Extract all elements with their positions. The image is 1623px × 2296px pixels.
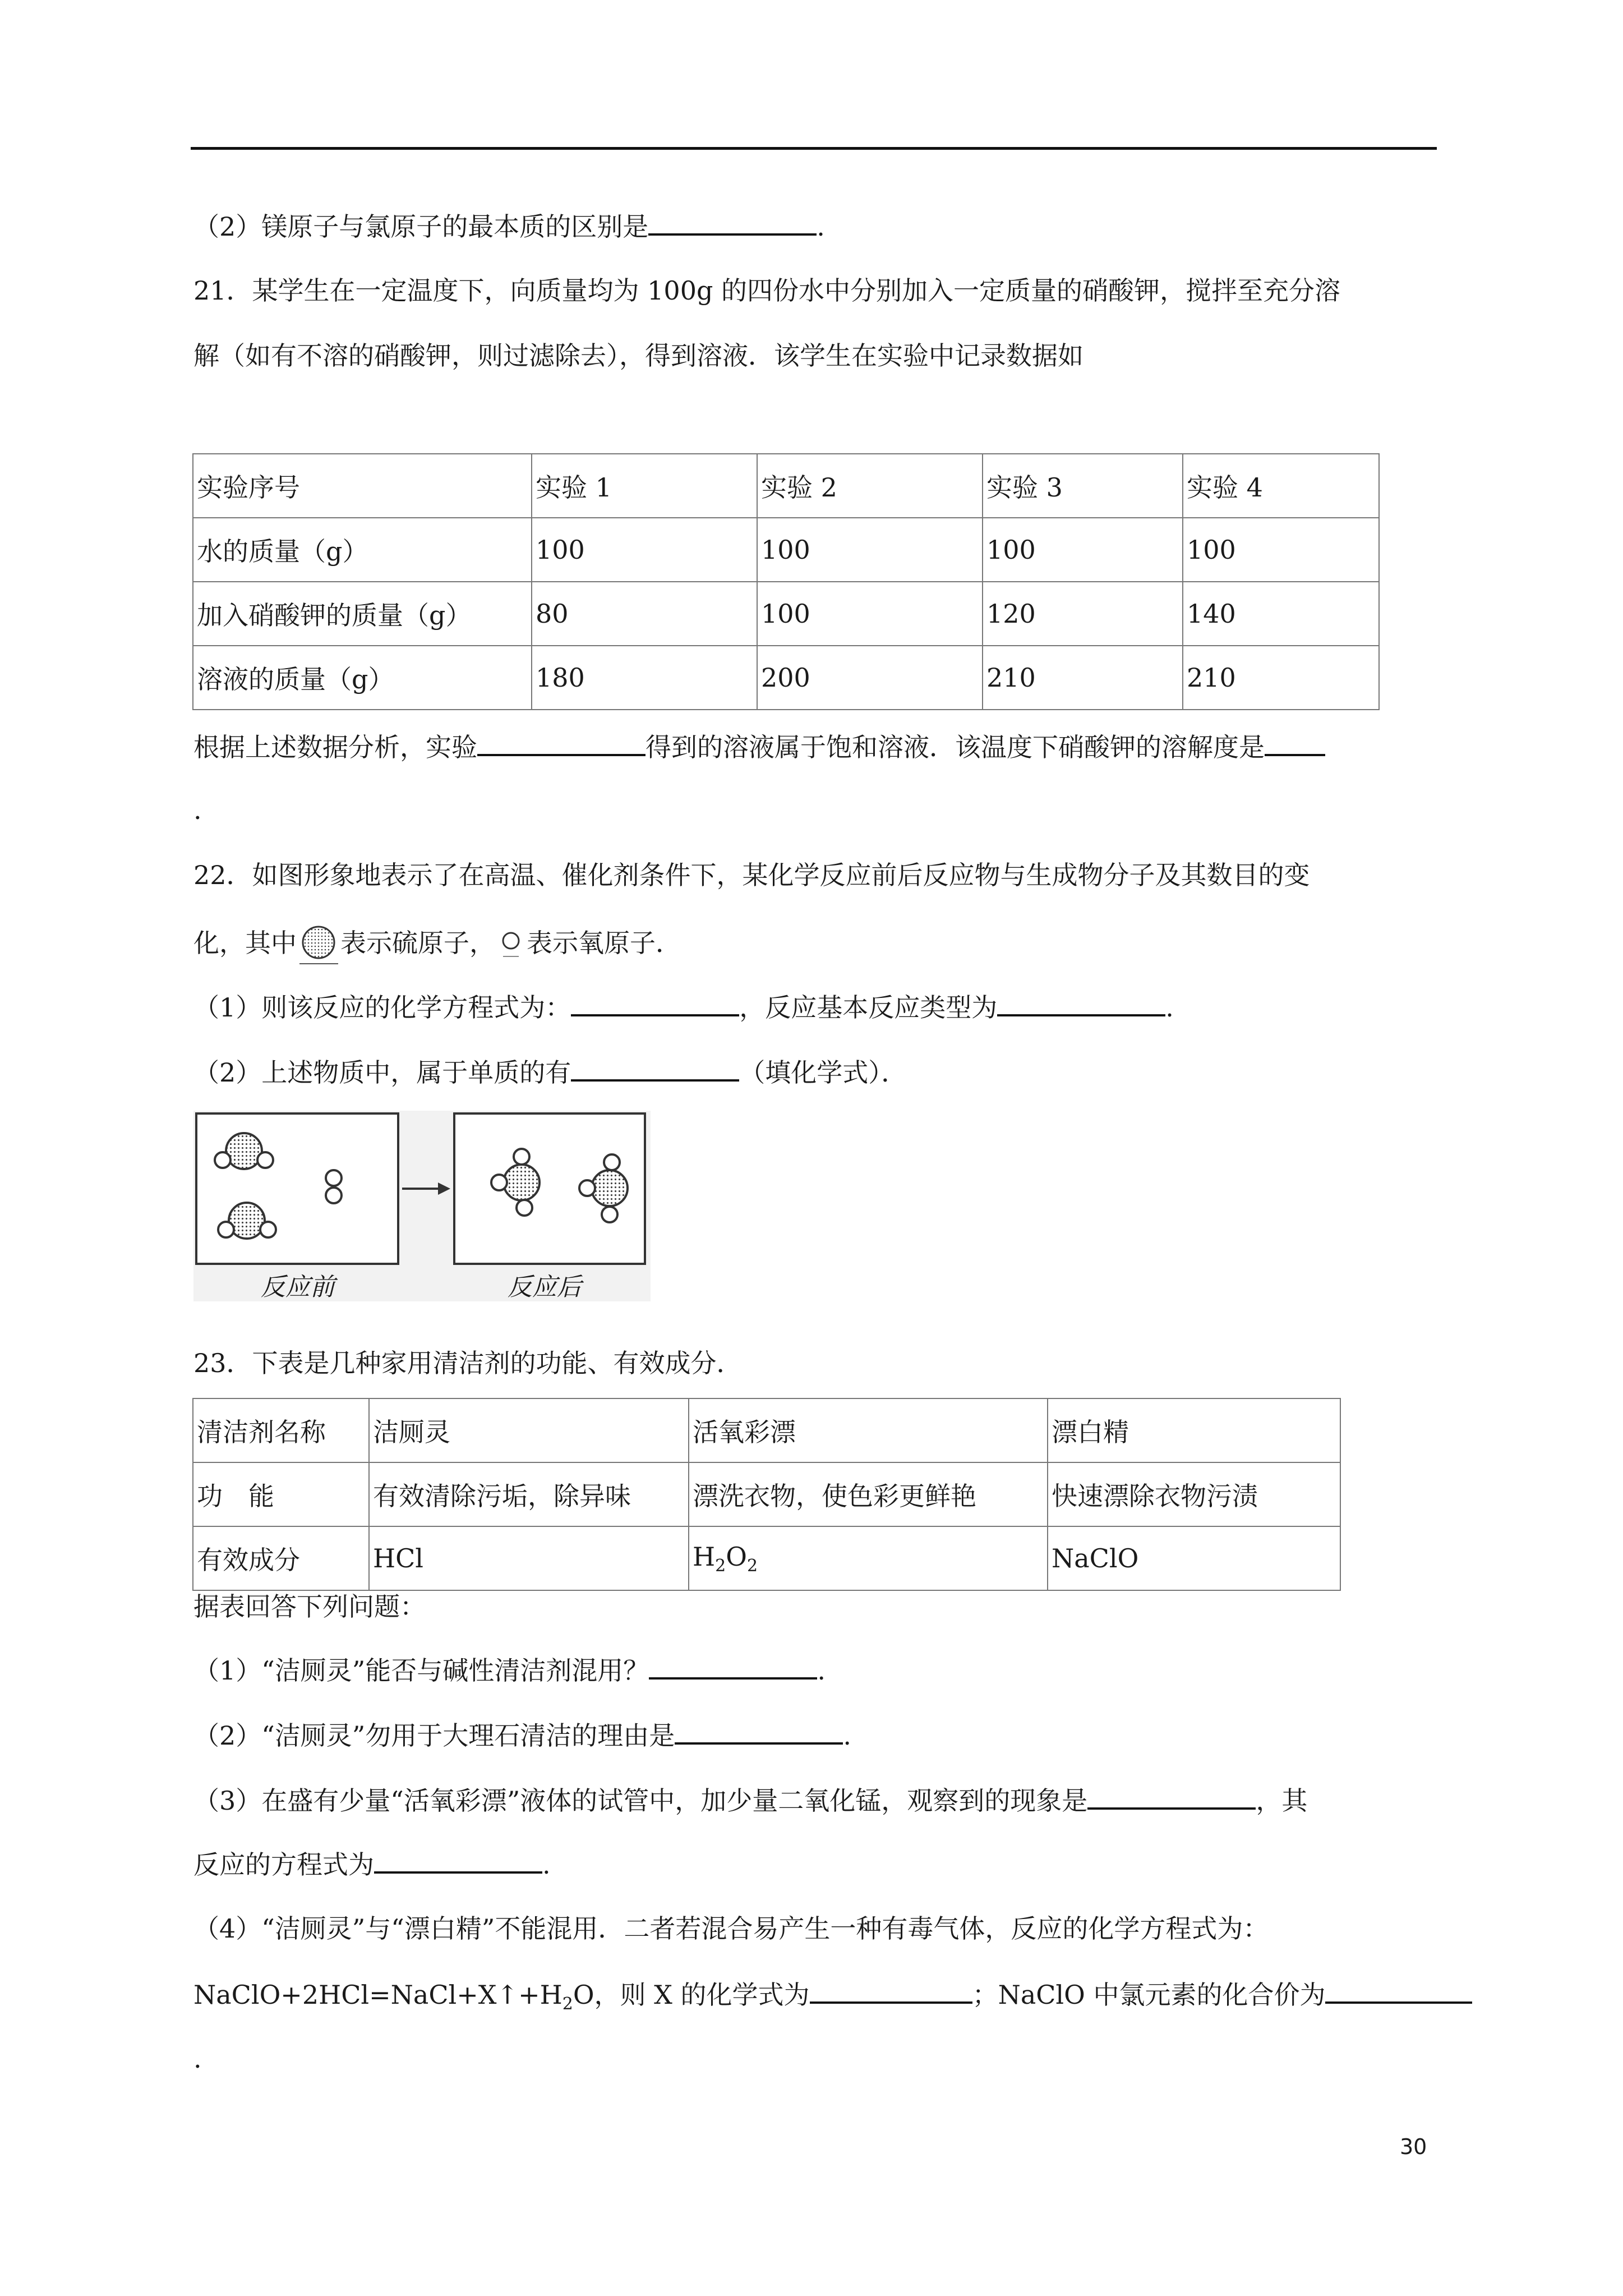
period: .	[193, 795, 202, 825]
before-label: 反应前	[261, 1273, 335, 1301]
table-cell: 200	[757, 646, 983, 710]
answer-blank[interactable]	[675, 1718, 843, 1745]
q23-part1	[193, 1653, 826, 1687]
q23-part1-text: （1）“洁厕灵”能否与碱性清洁剂混用？	[193, 1655, 649, 1686]
table-cell: 清洁剂名称	[193, 1398, 369, 1462]
answer-blank[interactable]	[571, 990, 739, 1016]
q22-text-a: 化，其中	[193, 928, 297, 958]
formula-part: O	[726, 1541, 747, 1572]
q23-part2-text: （2）“洁厕灵”勿用于大理石清洁的理由是	[193, 1720, 675, 1751]
period: .	[817, 1655, 826, 1686]
table-row	[193, 582, 1379, 646]
table-cell: 实验 4	[1183, 454, 1379, 518]
formula-subscript: 2	[562, 1994, 573, 2014]
table-row	[193, 646, 1379, 710]
answer-blank[interactable]	[374, 1847, 542, 1874]
after-label: 反应后	[508, 1273, 582, 1301]
table-cell: 洁厕灵	[369, 1398, 689, 1462]
equation-part: O，则 X 的化学式为	[573, 1980, 810, 2010]
q23-part4: （4）“洁厕灵”与“漂白精”不能混用．二者若混合易产生一种有毒气体，反应的化学方程式为：	[193, 1913, 1269, 1944]
table-cell: 180	[532, 646, 757, 710]
table-cell: 有效成分	[193, 1526, 369, 1590]
table-cell: 80	[532, 582, 757, 646]
q23-intro: 23．下表是几种家用清洁剂的功能、有效成分．	[193, 1348, 743, 1378]
q21-data-table	[192, 453, 1380, 710]
table-cell: 100	[757, 582, 983, 646]
header-rule	[191, 147, 1437, 150]
table-cell: 溶液的质量（g）	[193, 646, 532, 710]
q23-part3-text-b: ，其	[1256, 1786, 1308, 1816]
period: .	[817, 211, 825, 242]
table-row	[193, 1462, 1340, 1526]
q23-cleaner-table	[192, 1398, 1341, 1591]
table-cell: 100	[1183, 518, 1379, 582]
formula-subscript: 2	[746, 1556, 758, 1576]
q21-line1: 21．某学生在一定温度下，向质量均为 100g 的四份水中分别加入一定质量的硝酸钾，搅拌至充分溶	[193, 275, 1341, 306]
q22-line2	[193, 924, 681, 964]
table-cell: 实验 2	[757, 454, 983, 518]
table-cell: 活氧彩漂	[689, 1398, 1048, 1462]
table-cell: 实验 3	[983, 454, 1183, 518]
table-row	[193, 518, 1379, 582]
formula-part: H	[693, 1541, 716, 1572]
reaction-diagram	[193, 1111, 651, 1301]
q22-part2-text-a: （2）上述物质中，属于单质的有	[193, 1057, 571, 1088]
equation-part: NaClO+2HCl=NaCl+X↑+H	[193, 1980, 562, 2010]
q20-part2-text: （2）镁原子与氯原子的最本质的区别是	[193, 211, 649, 242]
answer-blank[interactable]	[1087, 1783, 1256, 1810]
table-cell: 加入硝酸钾的质量（g）	[193, 582, 532, 646]
table-cell: 210	[983, 646, 1183, 710]
oxygen-atom-icon	[500, 928, 522, 962]
table-cell: 210	[1183, 646, 1379, 710]
q21-answer-text-a: 根据上述数据分析，实验	[193, 732, 477, 762]
answer-blank[interactable]	[810, 1977, 972, 2004]
q23-part3-text-c: 反应的方程式为	[193, 1849, 374, 1880]
q23-part2	[193, 1718, 851, 1752]
period: .	[193, 2044, 202, 2074]
table-cell: 实验 1	[532, 454, 757, 518]
table-cell: 120	[983, 582, 1183, 646]
answer-blank[interactable]	[649, 1653, 817, 1680]
q22-part1-text-a: （1）则该反应的化学方程式为：	[193, 992, 571, 1023]
q22-text-c: 表示氧原子．	[527, 928, 681, 958]
table-cell: 100	[983, 518, 1183, 582]
table-cell: 漂洗衣物，使色彩更鲜艳	[689, 1462, 1048, 1526]
table-cell: 实验序号	[193, 454, 532, 518]
table-cell: 水的质量（g）	[193, 518, 532, 582]
table-row	[193, 454, 1379, 518]
q23-prompt: 据表回答下列问题：	[193, 1591, 426, 1622]
q22-text-b: 表示硫原子，	[340, 928, 495, 958]
period: .	[542, 1849, 551, 1880]
period: .	[843, 1720, 851, 1751]
q22-part1-text-b: ，反应基本反应类型为	[739, 992, 998, 1023]
sulfur-atom-icon	[297, 924, 340, 966]
answer-blank[interactable]	[571, 1055, 739, 1082]
table-cell: 140	[1183, 582, 1379, 646]
q23-part4-text-c: ；NaClO 中氯元素的化合价为	[972, 1980, 1326, 2010]
q22-part2-text-b: （填化学式）．	[739, 1057, 907, 1088]
answer-blank[interactable]	[648, 209, 817, 236]
formula-subscript: 2	[715, 1556, 726, 1576]
q23-part3-text-a: （3）在盛有少量“活氧彩漂”液体的试管中，加少量二氧化锰，观察到的现象是	[193, 1786, 1088, 1816]
table-cell: 漂白精	[1048, 1398, 1340, 1462]
table-cell: 快速漂除衣物污渍	[1048, 1462, 1340, 1526]
table-cell: 100	[757, 518, 983, 582]
q23-part3	[193, 1783, 1307, 1818]
table-row	[193, 1526, 1340, 1590]
q21-answer-line	[193, 729, 1325, 764]
q23-part3-line2	[193, 1847, 551, 1881]
table-cell: NaClO	[1048, 1526, 1340, 1590]
q21-line2: 解（如有不溶的硝酸钾，则过滤除去），得到溶液．该学生在实验中记录数据如	[193, 341, 1083, 371]
table-cell: HCl	[369, 1526, 689, 1590]
answer-blank[interactable]	[997, 990, 1165, 1016]
answer-blank[interactable]	[477, 729, 645, 756]
page-number: 30	[1400, 2134, 1427, 2159]
table-cell: 100	[532, 518, 757, 582]
table-cell	[689, 1526, 1048, 1590]
answer-blank[interactable]	[1265, 729, 1325, 756]
q21-answer-text-b: 得到的溶液属于饱和溶液．该温度下硝酸钾的溶解度是	[645, 732, 1265, 762]
table-row	[193, 1398, 1340, 1462]
q22-line1: 22．如图形象地表示了在高温、催化剂条件下，某化学反应前后反应物与生成物分子及其数目的变	[193, 860, 1310, 890]
table-cell: 功 能	[193, 1462, 369, 1526]
period: .	[1165, 992, 1174, 1023]
q22-part1	[193, 990, 1174, 1024]
table-cell: 有效清除污垢，除异味	[369, 1462, 689, 1526]
q20-part2	[193, 209, 825, 243]
q23-part4-line2	[193, 1977, 1472, 2021]
q22-part2	[193, 1055, 907, 1089]
answer-blank[interactable]	[1325, 1977, 1472, 2004]
